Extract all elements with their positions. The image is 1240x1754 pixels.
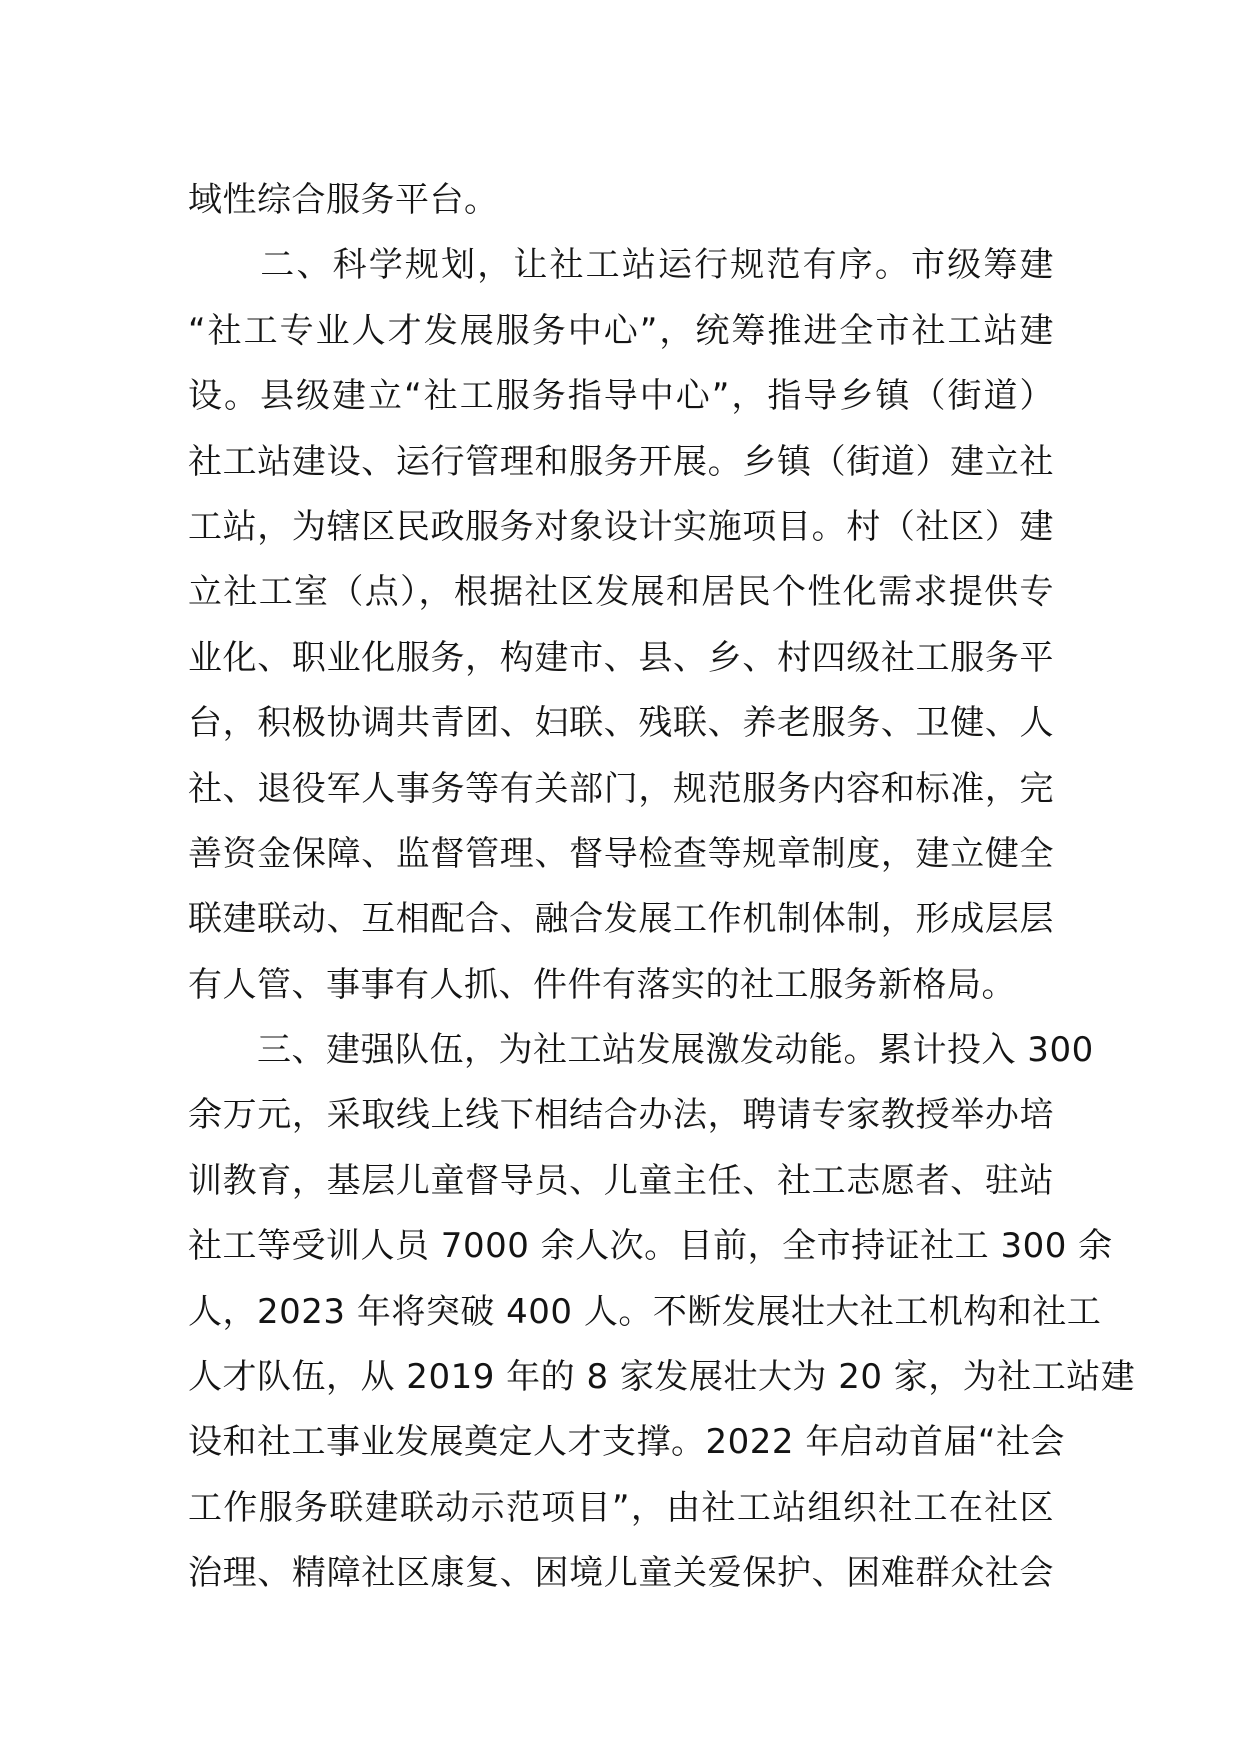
text-line: 立社工室（点），根据社区发展和居民个性化需求提供专: [188, 572, 1054, 613]
text-line: 社、退役军人事务等有关部门，规范服务内容和标准，完: [188, 768, 1054, 809]
text-line: 社工站建设、运行管理和服务开展。乡镇（街道）建立社: [188, 441, 1054, 482]
text-line: 人才队伍，从 2019 年的 8 家发展壮大为 20 家，为社工站建: [188, 1357, 1136, 1398]
text-line: “社工专业人才发展服务中心”，统筹推进全市社工站建: [188, 310, 1054, 351]
text-line: 社工等受训人员 7000 余人次。目前，全市持证社工 300 余: [188, 1226, 1113, 1267]
text-line: 训教育，基层儿童督导员、儿童主任、社工志愿者、驻站: [188, 1160, 1054, 1201]
text-line: 三、建强队伍，为社工站发展激发动能。累计投入 300: [188, 1030, 1094, 1071]
text-line: 台，积极协调共青团、妇联、残联、养老服务、卫健、人: [188, 703, 1054, 744]
text-line: 工站，为辖区民政服务对象设计实施项目。村（社区）建: [188, 506, 1054, 547]
text-line: 业化、职业化服务，构建市、县、乡、村四级社工服务平: [188, 637, 1054, 678]
text-line: 域性综合服务平台。: [188, 180, 499, 220]
text-line: 治理、精障社区康复、困境儿童关爱保护、困难群众社会: [188, 1553, 1054, 1594]
text-line: 设。县级建立“社工服务指导中心”，指导乡镇（街道）: [188, 376, 1054, 417]
text-line: 有人管、事事有人抓、件件有落实的社工服务新格局。: [188, 964, 1016, 1005]
text-line: 设和社工事业发展奠定人才支撑。2022 年启动首届“社会: [188, 1422, 1065, 1463]
text-line: 余万元，采取线上线下相结合办法，聘请专家教授举办培: [188, 1095, 1054, 1136]
text-line: 善资金保障、监督管理、督导检查等规章制度，建立健全: [188, 833, 1054, 874]
text-line: 人，2023 年将突破 400 人。不断发展壮大社工机构和社工: [188, 1291, 1102, 1332]
text-line: 二、科学规划，让社工站运行规范有序。市级筹建: [188, 245, 1054, 286]
body-text: [188, 168, 1136, 1607]
text-line: 联建联动、互相配合、融合发展工作机制体制，形成层层: [188, 899, 1054, 940]
text-line: 工作服务联建联动示范项目”，由社工站组织社工在社区: [188, 1487, 1054, 1528]
